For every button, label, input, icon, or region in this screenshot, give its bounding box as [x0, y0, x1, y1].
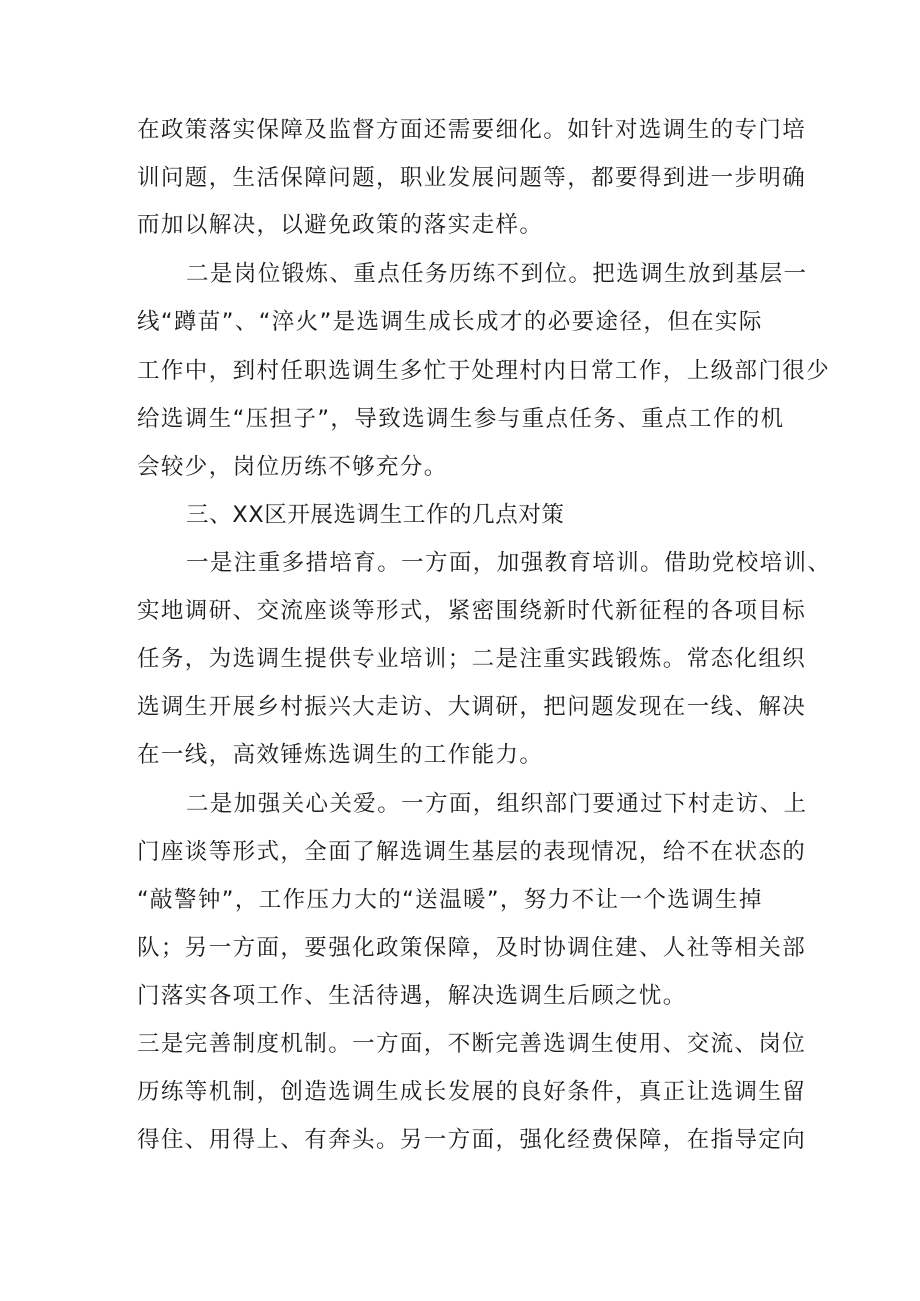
text-line: 线“蹲苗”、“淬火”是选调生成长成才的必要途径，但在实际: [137, 309, 763, 335]
text-line: 一是注重多措培育。一方面，加强教育培训。借助党校培训、: [186, 550, 832, 576]
text-line: 在一线，高效锤炼选调生的工作能力。: [137, 742, 544, 768]
text-line: 门座谈等形式，全面了解选调生基层的表现情况，给不在状态的: [137, 839, 807, 865]
text-line: 会较少，岗位历练不够充分。: [137, 454, 448, 480]
section-heading: 三、XX区开展选调生工作的几点对策: [186, 502, 565, 528]
text-line: 历练等机制，创造选调生成长发展的良好条件，真正让选调生留: [137, 1079, 807, 1105]
text-line: 在政策落实保障及监督方面还需要细化。如针对选调生的专门培: [137, 117, 807, 143]
text-line: 二是岗位锻炼、重点任务历练不到位。把选调生放到基层一: [186, 261, 808, 287]
text-line: “敲警钟”，工作压力大的“送温暖”，努力不让一个选调生掉: [137, 887, 763, 913]
text-line: 而加以解决，以避免政策的落实走样。: [137, 212, 544, 238]
text-line: 得住、用得上、有奔头。另一方面，强化经费保障，在指导定向: [137, 1127, 807, 1153]
text-line: 工作中，到村任职选调生多忙于处理村内日常工作，上级部门很少: [137, 358, 831, 384]
text-line: 实地调研、交流座谈等形式，紧密围绕新时代新征程的各项目标: [137, 598, 807, 624]
text-line: 三是完善制度机制。一方面，不断完善选调生使用、交流、岗位: [137, 1031, 807, 1057]
text-line: 任务，为选调生提供专业培训；二是注重实践锻炼。常态化组织: [137, 646, 807, 672]
text-line: 门落实各项工作、生活待遇，解决选调生后顾之忧。: [137, 983, 687, 1009]
text-line: 选调生开展乡村振兴大走访、大调研，把问题发现在一线、解决: [137, 694, 807, 720]
text-line: 训问题，生活保障问题，职业发展问题等，都要得到进一步明确: [137, 165, 807, 191]
text-line: 二是加强关心关爱。一方面，组织部门要通过下村走访、上: [186, 791, 808, 817]
text-line: 给选调生“压担子”，导致选调生参与重点任务、重点工作的机: [137, 406, 785, 432]
text-line: 队；另一方面，要强化政策保障，及时协调住建、人社等相关部: [137, 935, 807, 961]
